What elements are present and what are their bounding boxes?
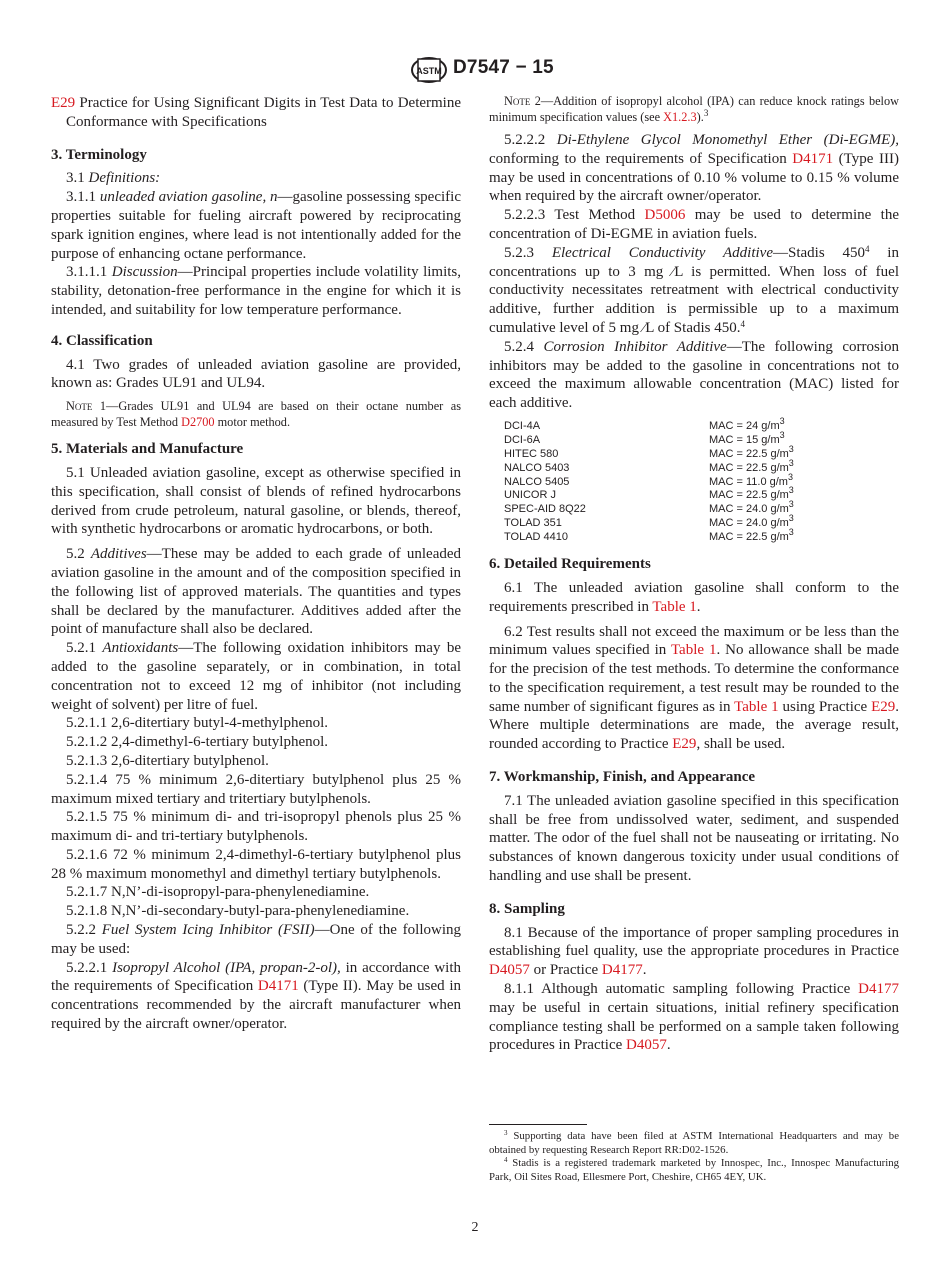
footnote-4: $^4$ Stadis is a registered trademark marketed by Innospec, Inc., Innospec Manufacturing Park, Oil Sites Road, Ellesmere Port, Cheshire, CH65 4EY, UK. [489, 1156, 899, 1183]
table-1-link[interactable]: Table 1 [670, 642, 717, 659]
section-4-heading: 4. Classification [51, 332, 153, 349]
note-2: Note 2—Addition of isopropyl alcohol (IPA) can reduce knock ratings below minimum specification values (see X1.2.3).$^3$ [489, 94, 899, 124]
d4057-link[interactable]: D4057 [489, 962, 530, 979]
section-7-1: 7.1 The unleaded aviation gasoline specified in this specification shall be free from undissolved water, sediment, and suspended matter. The odor of the fuel shall not be nauseating or irritating. No substances of known dangerous toxicity under usual conditions of handling and use shall be present. [489, 792, 899, 885]
d4171-link[interactable]: D4171 [257, 978, 299, 995]
antioxidant-item: 5.2.1.7 N,N’-di-isopropyl-para-phenylenediamine. [66, 884, 370, 901]
antioxidant-item: 5.2.1.4 75 % minimum 2,6-ditertiary butylphenol plus 25 % maximum mixed tertiary and tritertiary butylphenols. [51, 771, 461, 807]
antioxidant-item: 5.2.1.1 2,6-ditertiary butyl-4-methylphenol. [66, 715, 329, 732]
section-5-2-2: 5.2.2 Fuel System Icing Inhibitor (FSII)—One of the following may be used: [51, 922, 462, 957]
section-6-2: 6.2 Test results shall not exceed the maximum or be less than the minimum values specified in Table 1. No allowance shall be made for the precision of the test methods. To determine the conformance to the specification requirement, a test result may be rounded to the same number of significant figures as in Table 1 using Practice E29. Where multiple determinations are made, the average result, rounded according to Practice E29, shall be used. [489, 623, 900, 753]
antioxidant-item: 5.2.1.6 72 % minimum 2,4-dimethyl-6-tertiary butylphenol plus 28 % maximum monomethyl and dimethyl tertiary butylphenols. [51, 846, 461, 882]
d4177-link[interactable]: D4177 [858, 981, 899, 998]
e29-link[interactable]: E29 [672, 736, 697, 753]
section-7-heading: 7. Workmanship, Finish, and Appearance [489, 769, 756, 786]
left-column [51, 94, 461, 1034]
mac-row: NALCO 5405 MAC = 11.0 $g/m^3$ [504, 471, 793, 488]
d4177-link[interactable]: D4177 [601, 962, 643, 979]
antioxidant-item: 5.2.1.3 2,6-ditertiary butylphenol. [66, 752, 269, 769]
right-column [489, 94, 899, 1055]
mac-row: TOLAD 351 MAC = 24.0 $g/m^3$ [504, 513, 794, 530]
section-5-2: 5.2 Additives—These may be added to each grade of unleaded aviation gasoline in the amount and of the composition specified in the following list of approved materials. The quantities and types shall be declared by the manufacturer. Additives added after the point of manufacture shall also be declared. [51, 546, 462, 638]
page-number: 2 [471, 1220, 479, 1235]
section-5-2-3: 5.2.3 Electrical Conductivity Additive—Stadis $450^4$ in concentrations up to 3 mg ⁄L is permitted. When loss of fuel conductivity necessitates retreatment with electrical conductivity additive, further addition is permissible up to a maximum cumulative level of 5 mg ⁄L of Stadis 450.$^4$ [489, 243, 899, 336]
table-1-link[interactable]: Table 1 [734, 698, 779, 715]
note-1: Note 1—Grades UL91 and UL94 are based on their octane number as measured by Test Method D2700 motor method. [51, 399, 461, 429]
section-8-1: 8.1 Because of the importance of proper sampling procedures in establishing fuel quality, use the appropriate procedures in Practice D4057 or Practice D4177. [489, 924, 899, 979]
e29-link[interactable]: E29 [871, 698, 896, 715]
section-5-2-2-3: 5.2.2.3 Test Method D5006 may be used to determine the concentration of Di-EGME in aviation fuels. [489, 207, 899, 242]
page-header [0, 55, 950, 85]
section-8-heading: 8. Sampling [489, 900, 565, 917]
section-3-heading: 3. Terminology [51, 146, 147, 163]
section-5-1: 5.1 Unleaded aviation gasoline, except as otherwise specified in this specification, shall consist of blends of refined hydrocarbons derived from crude petroleum, natural gasoline, or blends, thereof, with synthetic hydrocarbons or aromatic hydrocarbons, or both. [51, 464, 461, 538]
section-6-heading: 6. Detailed Requirements [489, 556, 651, 573]
section-3-1: 3.1 Definitions: [66, 170, 161, 187]
footnotes [489, 1124, 899, 1184]
antioxidant-item: 5.2.1.2 2,4-dimethyl-6-tertiary butylphenol. [66, 734, 329, 751]
mac-row: UNICOR J MAC = 22.5 $g/m^3$ [504, 485, 794, 502]
section-5-heading: 5. Materials and Manufacture [51, 441, 244, 458]
logo-text: ASTM [416, 66, 442, 76]
section-5-2-2-2: 5.2.2.2 Di-Ethylene Glycol Monomethyl Ether (Di-EGME), conforming to the requirements of Specification D4171 (Type III) may be used in concentrations of 0.10 % volume to 0.15 % volume when required by the aircraft owner/operator. [489, 132, 900, 205]
section-3-1-1: 3.1.1 unleaded aviation gasoline, n—gasoline possessing specific properties suitable for fueling aircraft powered by reciprocating spark ignition engines, where lead is not intentionally added for the purpose of enhancing octane performance. [51, 189, 461, 262]
document-id: D7547 − 15 [453, 57, 554, 78]
mac-row: TOLAD 4410 MAC = 22.5 $g/m^3$ [504, 527, 794, 544]
mac-row: HITEC 580 MAC = 22.5 $g/m^3$ [504, 443, 794, 460]
d4057-link[interactable]: D4057 [626, 1037, 667, 1054]
d2700-link[interactable]: D2700 [181, 414, 215, 429]
section-4-1: 4.1 Two grades of unleaded aviation gasoline are provided, known as: Grades UL91 and UL94. [51, 356, 461, 392]
mac-table [504, 415, 899, 545]
antioxidant-item: 5.2.1.5 75 % minimum di- and tri-isopropyl phenols plus 25 % maximum di- and tri-tertiary butylphenols. [51, 809, 461, 845]
mac-row: NALCO 5403 MAC = 22.5 $g/m^3$ [504, 457, 794, 474]
astm-logo-icon [410, 55, 448, 85]
mac-row: DCI-6A MAC = 15 $g/m^3$ [504, 429, 785, 446]
d4171-link[interactable]: D4171 [792, 150, 834, 167]
e29-link[interactable]: E29 [51, 95, 76, 111]
mac-row: SPEC-AID 8Q22 MAC = 24.0 $g/m^3$ [504, 499, 794, 516]
section-5-2-1: 5.2.1 Antioxidants—The following oxidation inhibitors may be added to the gasoline separately, or in combination, in total concentration not to exceed 12 mg of inhibitor (not including weight of solvent) per litre of fuel. [51, 640, 462, 713]
table-1-link[interactable]: Table 1 [652, 598, 697, 615]
x1-2-3-link[interactable]: X1.2.3 [663, 109, 697, 124]
footnote-3: $^3$ Supporting data have been filed at ASTM International Headquarters and may be obtained by requesting Research Report RR:D02-1526. [489, 1129, 899, 1156]
section-5-2-2-1: 5.2.2.1 Isopropyl Alcohol (IPA, propan-2-ol), in accordance with the requirements of Specification D4171 (Type II). May be used in concentrations recommended by the aircraft manufacturer when required by the aircraft owner/operator. [51, 959, 462, 1033]
reference-e29: E29 Practice for Using Significant Digits in Test Data to Determine Conformance with Specifications [51, 95, 462, 130]
section-6-1: 6.1 The unleaded aviation gasoline shall conform to the requirements prescribed in Table 1. [489, 579, 899, 615]
section-8-1-1: 8.1.1 Although automatic sampling following Practice D4177 may be useful in certain situations, initial refinery specification compliance testing shall be performed on a sample taken following procedures in Practice D4057. [489, 981, 899, 1054]
section-5-2-4: 5.2.4 Corrosion Inhibitor Additive—The following corrosion inhibitors may be added to the gasoline in concentrations not to exceed the maximum allowable concentration (MAC) listed for each additive. [489, 338, 899, 412]
section-3-1-1-1: 3.1.1.1 Discussion—Principal properties include volatility limits, stability, detonation-free performance in the engine for which it is intended, and suitability for low temperature performance. [51, 264, 462, 318]
footnote-rule [489, 1124, 587, 1125]
mac-row: DCI-4A MAC = 24 $g/m^3$ [504, 415, 785, 432]
antioxidant-item: 5.2.1.8 N,N’-di-secondary-butyl-para-phenylenediamine. [66, 903, 410, 920]
d5006-link[interactable]: D5006 [644, 207, 686, 224]
